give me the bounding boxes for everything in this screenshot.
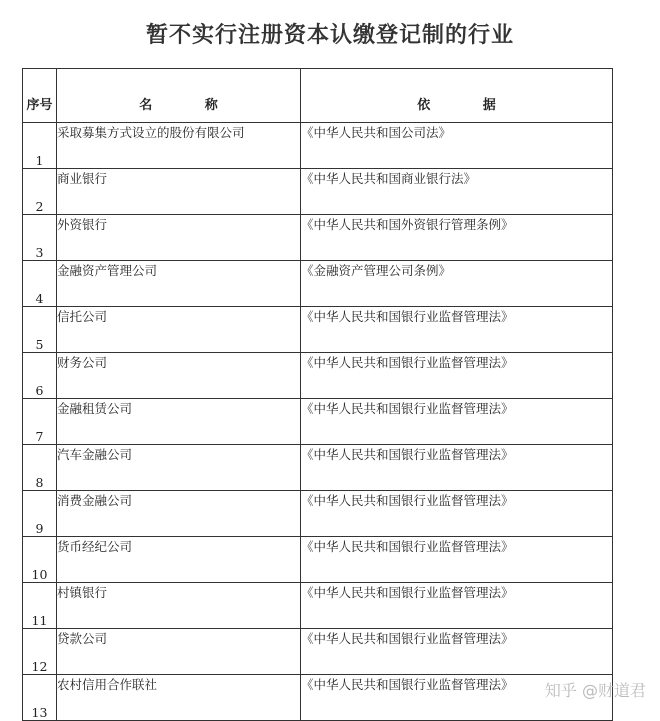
- header-basis: [301, 69, 613, 123]
- industry-name: 信托公司: [57, 307, 301, 353]
- table-row: [23, 399, 613, 445]
- legal-basis: 《中华人民共和国商业银行法》: [301, 169, 613, 215]
- industry-name: 消费金融公司: [57, 491, 301, 537]
- legal-basis: 《中华人民共和国银行业监督管理法》: [301, 399, 613, 445]
- industry-name: 金融资产管理公司: [57, 261, 301, 307]
- table-row: [23, 307, 613, 353]
- row-number: 7: [23, 399, 57, 445]
- table-row: [23, 629, 613, 675]
- industry-name: 汽车金融公司: [57, 445, 301, 491]
- legal-basis: 《中华人民共和国公司法》: [301, 123, 613, 169]
- row-number: 12: [23, 629, 57, 675]
- header-basis-label: 依 据: [417, 98, 520, 113]
- table-row: [23, 169, 613, 215]
- legal-basis: 《中华人民共和国银行业监督管理法》: [301, 675, 613, 721]
- table-row: [23, 123, 613, 169]
- table-row: [23, 353, 613, 399]
- industry-name: 货币经纪公司: [57, 537, 301, 583]
- table-row: [23, 445, 613, 491]
- legal-basis: 《中华人民共和国银行业监督管理法》: [301, 537, 613, 583]
- table-row: [23, 491, 613, 537]
- row-number: 1: [23, 123, 57, 169]
- row-number: 13: [23, 675, 57, 721]
- row-number: 8: [23, 445, 57, 491]
- header-name: [57, 69, 301, 123]
- industry-name: 金融租赁公司: [57, 399, 301, 445]
- industry-name: 农村信用合作联社: [57, 675, 301, 721]
- industry-name: 外资银行: [57, 215, 301, 261]
- row-number: 6: [23, 353, 57, 399]
- industry-name: 村镇银行: [57, 583, 301, 629]
- table-row: [23, 537, 613, 583]
- watermark: 知乎 @财道君: [544, 681, 646, 700]
- row-number: 10: [23, 537, 57, 583]
- legal-basis: 《中华人民共和国银行业监督管理法》: [301, 445, 613, 491]
- legal-basis: 《金融资产管理公司条例》: [301, 261, 613, 307]
- header-name-label: 名 称: [139, 98, 242, 113]
- row-number: 2: [23, 169, 57, 215]
- industry-name: 贷款公司: [57, 629, 301, 675]
- header-no: 序号: [23, 69, 57, 123]
- row-number: 11: [23, 583, 57, 629]
- legal-basis: 《中华人民共和国银行业监督管理法》: [301, 307, 613, 353]
- industry-table: [22, 68, 613, 721]
- industry-name: 财务公司: [57, 353, 301, 399]
- legal-basis: 《中华人民共和国银行业监督管理法》: [301, 491, 613, 537]
- legal-basis: 《中华人民共和国银行业监督管理法》: [301, 353, 613, 399]
- row-number: 4: [23, 261, 57, 307]
- industry-name: 采取募集方式设立的股份有限公司: [57, 123, 301, 169]
- table-row: [23, 261, 613, 307]
- legal-basis: 《中华人民共和国外资银行管理条例》: [301, 215, 613, 261]
- legal-basis: 《中华人民共和国银行业监督管理法》: [301, 583, 613, 629]
- table-row: [23, 583, 613, 629]
- industry-name: 商业银行: [57, 169, 301, 215]
- row-number: 9: [23, 491, 57, 537]
- row-number: 5: [23, 307, 57, 353]
- legal-basis: 《中华人民共和国银行业监督管理法》: [301, 629, 613, 675]
- table-header-row: [23, 69, 613, 123]
- page-title: 暂不实行注册资本认缴登记制的行业: [145, 22, 514, 48]
- table-row: [23, 215, 613, 261]
- row-number: 3: [23, 215, 57, 261]
